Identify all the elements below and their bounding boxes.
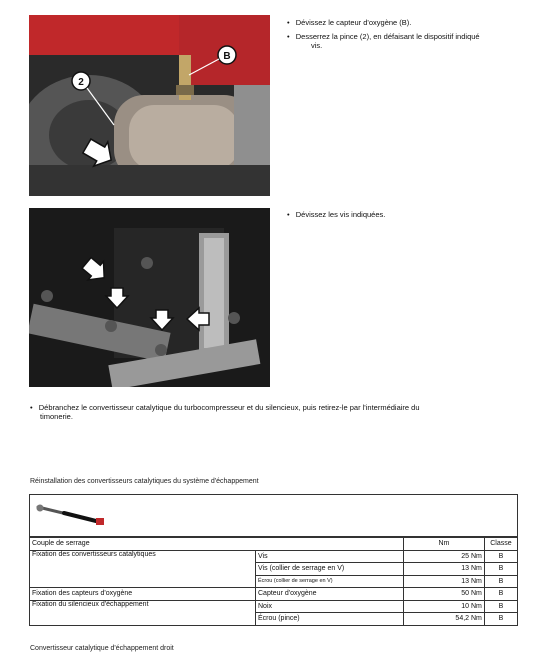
- tool-image-box: [29, 494, 518, 537]
- nm-cell: 13 Nm: [403, 563, 484, 576]
- table-title: Couple de serrage: [30, 538, 404, 551]
- nm-cell: 13 Nm: [403, 575, 484, 588]
- part-cell: Écrou (pince): [256, 613, 404, 626]
- table-row: [30, 588, 518, 601]
- part-cell: Vis: [256, 550, 404, 563]
- nm-cell: 10 Nm: [403, 600, 484, 613]
- col-header-classe: Classe: [484, 538, 517, 551]
- table-row: [30, 600, 518, 613]
- step1-bullet-2-cont: vis.: [311, 41, 323, 50]
- group-cell: Fixation des convertisseurs catalytiques: [30, 550, 256, 588]
- footer-heading: Convertisseur catalytique d'échappement droit: [30, 645, 174, 652]
- step3-bullet-cont: timonerie.: [40, 412, 73, 421]
- classe-cell: B: [484, 600, 517, 613]
- bullet-dot-icon: •: [287, 32, 290, 41]
- photo-screws: [29, 208, 270, 387]
- group-cell: Fixation des capteurs d'oxygène: [30, 588, 256, 601]
- section-heading: Réinstallation des convertisseurs catalytiques du système d'échappement: [30, 478, 259, 485]
- step1-bullet-1: • Dévissez le capteur d'oxygène (B).: [287, 18, 412, 27]
- nm-cell: 25 Nm: [403, 550, 484, 563]
- callout-2: [72, 72, 90, 90]
- part-cell: Noix: [256, 600, 404, 613]
- part-cell: Capteur d'oxygène: [256, 588, 404, 601]
- step1-bullet-2: • Desserrez la pince (2), en défaisant le dispositif indiqué: [287, 32, 480, 41]
- step3-bullet: • Débranchez le convertisseur catalytique du turbocompresseur et du silencieux, puis retirez-le par l'intermédiaire du: [30, 403, 420, 412]
- table-row: [30, 550, 518, 563]
- svg-text:2: 2: [78, 77, 84, 88]
- torque-wrench-icon: [34, 503, 114, 527]
- classe-cell: B: [484, 550, 517, 563]
- bullet-dot-icon: •: [287, 210, 290, 219]
- torque-table: [29, 537, 518, 626]
- classe-cell: B: [484, 575, 517, 588]
- nm-cell: 54,2 Nm: [403, 613, 484, 626]
- part-cell: Vis (collier de serrage en V): [256, 563, 404, 576]
- group-cell: Fixation du silencieux d'échappement: [30, 600, 256, 625]
- col-header-nm: Nm: [403, 538, 484, 551]
- bullet-dot-icon: •: [30, 403, 33, 412]
- classe-cell: B: [484, 588, 517, 601]
- svg-text:B: B: [223, 51, 231, 62]
- bullet-dot-icon: •: [287, 18, 290, 27]
- callout-b: [218, 46, 236, 64]
- nm-cell: 50 Nm: [403, 588, 484, 601]
- part-cell: Écrou (collier de serrage en V): [256, 575, 404, 588]
- photo-oxygen-sensor: [29, 15, 270, 196]
- classe-cell: B: [484, 563, 517, 576]
- table-header-row: [30, 538, 518, 551]
- classe-cell: B: [484, 613, 517, 626]
- step2-bullet-1: • Dévissez les vis indiquées.: [287, 210, 386, 219]
